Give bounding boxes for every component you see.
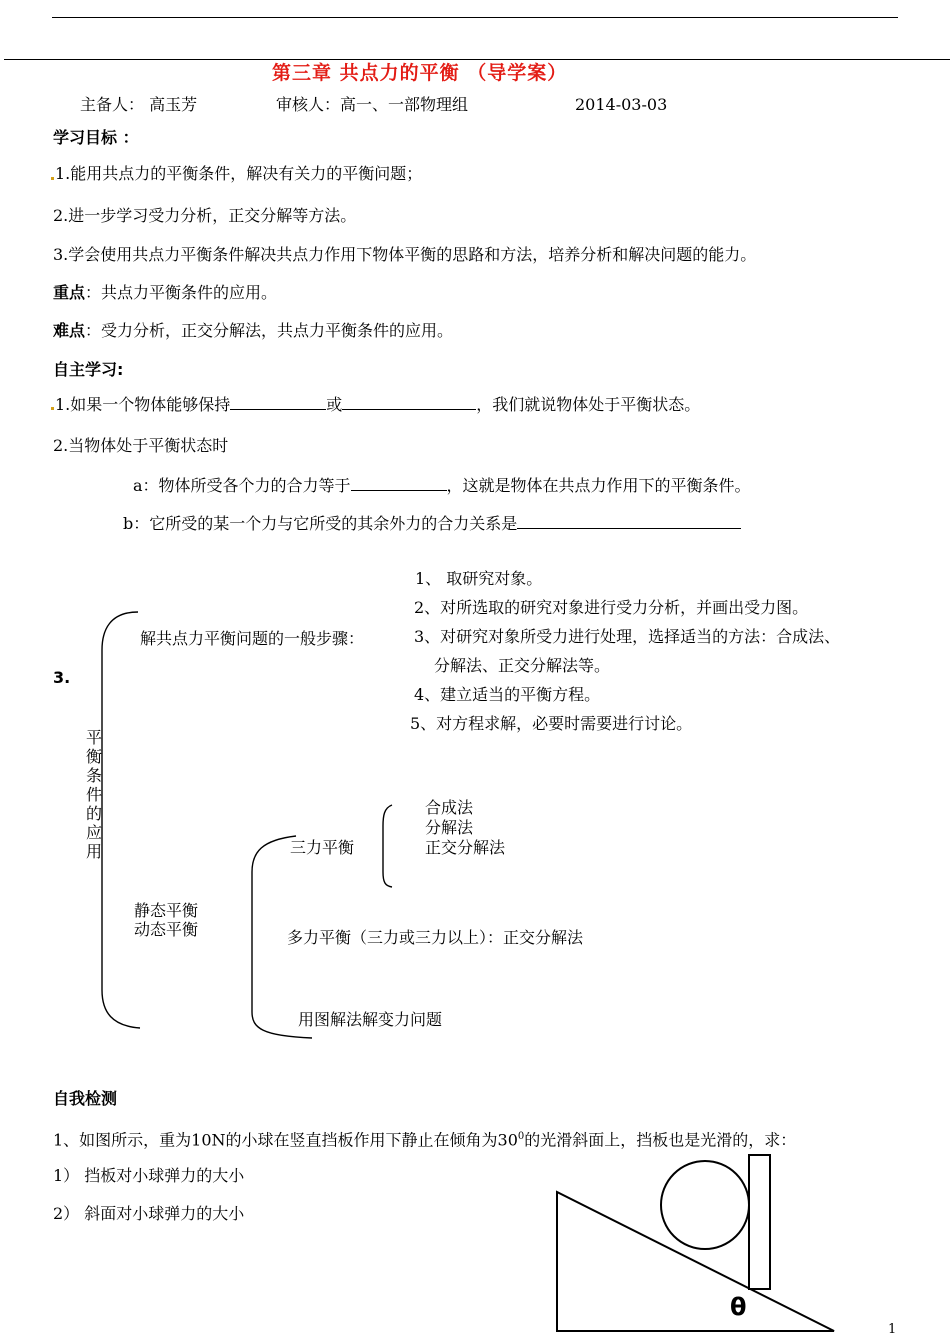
- angle-label: θ: [730, 1293, 747, 1321]
- page-number: 1: [888, 1322, 897, 1337]
- key-label: 重点: [53, 283, 86, 302]
- step-5: 5、对方程求解，必要时需要进行讨论。: [410, 714, 693, 733]
- ball: [661, 1161, 749, 1249]
- step-4: 4、建立适当的平衡方程。: [414, 685, 601, 704]
- static-balance: 静态平衡: [134, 901, 199, 920]
- answer-blank[interactable]: [342, 394, 476, 410]
- method-decomposition: 分解法: [425, 818, 474, 837]
- preparer: 主备人： 高玉芳: [80, 95, 198, 114]
- section-number: 3.: [53, 668, 71, 687]
- question-2b-text: b：它所受的某一个力与它所受的其余外力的合力关系是: [123, 514, 518, 533]
- question-1-start: 1.如果一个物体能够保持: [55, 395, 231, 414]
- problem-1-tail: 的光滑斜面上，挡板也是光滑的，求：: [524, 1130, 797, 1150]
- question-2a: [133, 475, 751, 496]
- answer-blank[interactable]: [230, 394, 326, 410]
- bullet-marker: [51, 407, 54, 410]
- self-check-heading: 自我检测: [53, 1089, 118, 1108]
- objective-1: 1.能用共点力的平衡条件，解决有关力的平衡问题；: [55, 164, 423, 183]
- self-study-heading: 自主学习:: [53, 360, 124, 379]
- method-synthesis: 合成法: [425, 798, 474, 817]
- degree-superscript: 0: [517, 1131, 525, 1142]
- key-point: [53, 283, 277, 303]
- question-2a-start: a：物体所受各个力的合力等于: [133, 476, 351, 495]
- question-1-or: 或: [326, 395, 343, 414]
- incline-triangle: [557, 1192, 834, 1331]
- difficulty-point: [53, 321, 453, 341]
- vertical-label: 平衡条件的应用: [85, 728, 102, 861]
- step-3-continued: 分解法、正交分解法等。: [434, 656, 611, 675]
- multi-force-balance: 多力平衡（三力或三力以上）：正交分解法: [287, 928, 584, 947]
- question-2a-end: ，这就是物体在共点力作用下的平衡条件。: [446, 476, 751, 495]
- methods-bracket: [383, 805, 392, 887]
- reviewer: 审核人：高一、一部物理组: [276, 95, 469, 114]
- step-2: 2、对所选取的研究对象进行受力分析，并画出受力图。: [414, 598, 809, 617]
- objective-2: 2.进一步学习受力分析，正交分解等方法。: [53, 206, 357, 225]
- objectives-heading: 学习目标 ：: [53, 128, 139, 147]
- outer-bracket: [102, 612, 140, 1028]
- step-1: 1、 取研究对象。: [415, 569, 543, 588]
- key-text: ：共点力平衡条件的应用。: [85, 283, 278, 302]
- difficulty-label: 难点: [53, 321, 86, 340]
- page-title: 第三章 共点力的平衡 （导学案）: [272, 62, 568, 84]
- problem-1: [53, 1127, 796, 1150]
- graphical-method: 用图解法解变力问题: [298, 1010, 443, 1029]
- difficulty-text: ：受力分析，正交分解法，共点力平衡条件的应用。: [85, 321, 454, 340]
- objective-3: 3.学会使用共点力平衡条件解决共点力作用下物体平衡的思路和方法，培养分析和解决问题的能力。: [53, 245, 757, 264]
- bullet-marker: [51, 177, 54, 180]
- top-rule-1: [52, 17, 898, 18]
- step-3: 3、对研究对象所受力进行处理，选择适当的方法：合成法、: [414, 627, 841, 646]
- vertical-board: [749, 1155, 770, 1289]
- question-2b: [123, 513, 741, 534]
- answer-blank[interactable]: [517, 513, 741, 529]
- three-force-balance: 三力平衡: [290, 838, 355, 857]
- problem-1-part-2: 2） 斜面对小球弹力的大小: [53, 1204, 245, 1223]
- problem-1-part-1: 1） 挡板对小球弹力的大小: [53, 1166, 245, 1185]
- date: 2014-03-03: [575, 95, 668, 114]
- question-1: [55, 394, 700, 415]
- dynamic-balance: 动态平衡: [134, 920, 199, 939]
- method-orthogonal: 正交分解法: [425, 838, 506, 857]
- problem-1-text: 1、如图所示，重为10N的小球在竖直挡板作用下静止在倾角为30: [53, 1130, 518, 1150]
- answer-blank[interactable]: [351, 475, 447, 491]
- question-1-end: ，我们就说物体处于平衡状态。: [476, 395, 701, 414]
- steps-label: 解共点力平衡问题的一般步骤：: [140, 629, 365, 648]
- question-2: 2.当物体处于平衡状态时: [53, 436, 229, 455]
